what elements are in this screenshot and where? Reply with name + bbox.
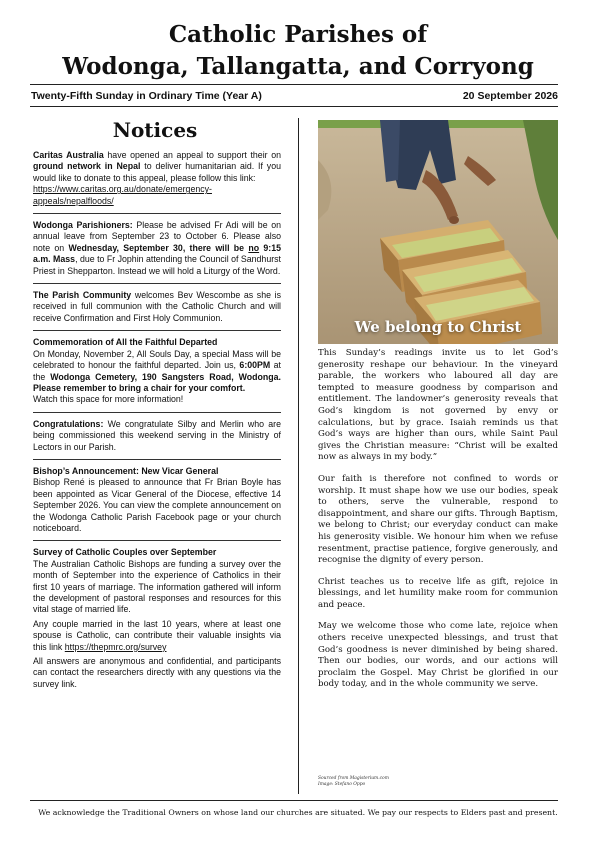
- souls-place: Wodonga Cemetery, 190 Sangsters Road, Wodonga. Please remember to bring a chair for your comfort.: [33, 371, 281, 393]
- bishop-heading: Bishop’s Announcement: New Vicar General: [33, 465, 219, 476]
- footer-rule: [30, 800, 558, 801]
- survey-heading: Survey of Catholic Couples over September: [33, 547, 217, 558]
- notice-caritas: [33, 150, 281, 214]
- souls-text-2: at the: [33, 360, 281, 382]
- survey-text-2: Any couple married in the last 10 years, where at least one spouse is Catholic, can contribute their valuable insights via this link: [33, 618, 281, 652]
- wodonga-no: no: [248, 242, 260, 253]
- wodonga-bold-2: 9:15 a.m. Mass: [33, 242, 281, 265]
- reflection-paragraph: Our faith is therefore not confined to words or worship. It must shape how we use our bodies, speak to others, serve the vulnerable, respond to disappointment, and share our gifts. Through Baptism, we belong to Christ; our everyday conduct can make his generosity visible. We honour him when we refuse resentment, practise patience, forgive generously, and recognise the dignity of every person.: [318, 473, 558, 566]
- souls-text: On Monday, November 2, All Souls Day, a special Mass will be celebrated to honour the faithful departed. Join us,: [33, 348, 281, 371]
- page-title-line2: Wodonga, Tallangatta, and Corryong: [62, 53, 534, 80]
- photo-caption: We belong to Christ: [354, 318, 522, 336]
- caritas-bold: ground network in Nepal: [33, 161, 141, 172]
- harvest-illustration: [318, 120, 558, 344]
- congrats-text: We congratulate Silby and Merlin who are being commissioned this weekend serving in the Ministry of Lectors in our Parish.: [33, 418, 281, 452]
- column-divider: [298, 118, 299, 794]
- image-credits: [318, 776, 389, 788]
- survey-text-3: All answers are anonymous and confidential, and participants can contact the researchers directly with any questions via the survey link.: [33, 656, 281, 689]
- notices-heading: Notices: [112, 118, 198, 142]
- bulletin-date: 20 September 2026: [462, 90, 558, 102]
- survey-link[interactable]: https://thepmrc.org/survey: [64, 641, 167, 652]
- vineyard-photo: [318, 120, 558, 344]
- souls-time: 6:00PM: [239, 360, 271, 371]
- image-credit: Image: Stefano Oppo: [318, 782, 366, 787]
- notice-all-souls: [33, 337, 281, 412]
- header-rule-bottom: [30, 106, 558, 107]
- caritas-text: have opened an appeal to support their on: [103, 150, 281, 160]
- wodonga-text: Please be advised Fr Adi will be on annual leave from September 23 to October 6. Please also note on: [33, 220, 281, 253]
- wodonga-text-2: , due to Fr Jophin attending the Council of Sandhurst Priest in Shepparton. Instead we will hold a Liturgy of the Word.: [33, 254, 281, 276]
- wodonga-lead: Wodonga Parishioners:: [33, 220, 133, 231]
- caritas-org: Caritas Australia: [33, 150, 104, 160]
- reflection-paragraph: May we welcome those who come late, rejoice when others receive unexpected blessings, and trust that God’s goodness is never diminished by being shared. Then our bodies, our words, and our actions will proclaim the Gospel. May Christ be glorified in our body today, and in the whole community we serve.: [318, 621, 558, 690]
- acknowledgement-of-country: We acknowledge the Traditional Owners on whose land our churches are situated. We pay our respects to Elders past and present.: [38, 808, 558, 817]
- souls-note: Watch this space for more information!: [33, 394, 184, 405]
- wodonga-bold: Wednesday, September 30, there will be: [68, 242, 249, 253]
- community-text: welcomes Bev Wescombe as she is received in full communion with the Catholic Church and will receive Confirmation and First Holy Communion.: [33, 290, 281, 323]
- notice-wodonga: [33, 220, 281, 284]
- notice-survey: [33, 547, 281, 696]
- reflection-column: [318, 348, 558, 701]
- notices-column: [33, 150, 281, 702]
- liturgical-occasion: Twenty-Fifth Sunday in Ordinary Time (Year A): [31, 90, 262, 102]
- caritas-text-2: to deliver humanitarian aid. If you would like to donate to this appeal, please follow this link:: [33, 161, 281, 183]
- notice-community: [33, 290, 281, 331]
- caritas-link[interactable]: https://www.caritas.org.au/donate/emergency-appeals/nepalfloods/: [33, 184, 212, 206]
- header-rule-top: [30, 84, 558, 85]
- survey-text: The Australian Catholic Bishops are funding a survey over the month of September into the experience of Catholics in their first 10 years of marriage. The information gathered will inform the development of pastoral responses and resources for this vital stage of married life.: [33, 558, 281, 615]
- notice-congratulations: [33, 419, 281, 460]
- reflection-paragraph: This Sunday’s readings invite us to let God’s generosity reshape our behaviour. In the vineyard parable, the workers who laboured all day are tempted to measure goodness by comparison and entitlement. The landowner’s generosity reveals that God’s kingdom is not governed by envy or calculations, but by grace. Isaiah reminds us that God’s ways are higher than ours, while Saint Paul gives the Christian measure: “Christ will be exalted now as always in my body.”: [318, 348, 558, 463]
- source-credit: Sourced from Magisterium.com: [318, 776, 389, 781]
- page-title-line1: Catholic Parishes of: [168, 21, 428, 48]
- bishop-text: Bishop René is pleased to announce that Fr Brian Boyle has been appointed as Vicar General of the Diocese, effective 14 September 2026. You can view the complete announcement on the Wodonga Catholic Parish Facebook page or your church noticeboard.: [33, 477, 281, 533]
- community-lead: The Parish Community: [33, 290, 132, 301]
- reflection-paragraph: Christ teaches us to receive life as gift, rejoice in blessings, and let humility make room for communion and peace.: [318, 576, 558, 610]
- notice-bishop: [33, 466, 281, 541]
- souls-heading: Commemoration of All the Faithful Departed: [33, 337, 218, 348]
- congrats-lead: Congratulations:: [33, 418, 104, 429]
